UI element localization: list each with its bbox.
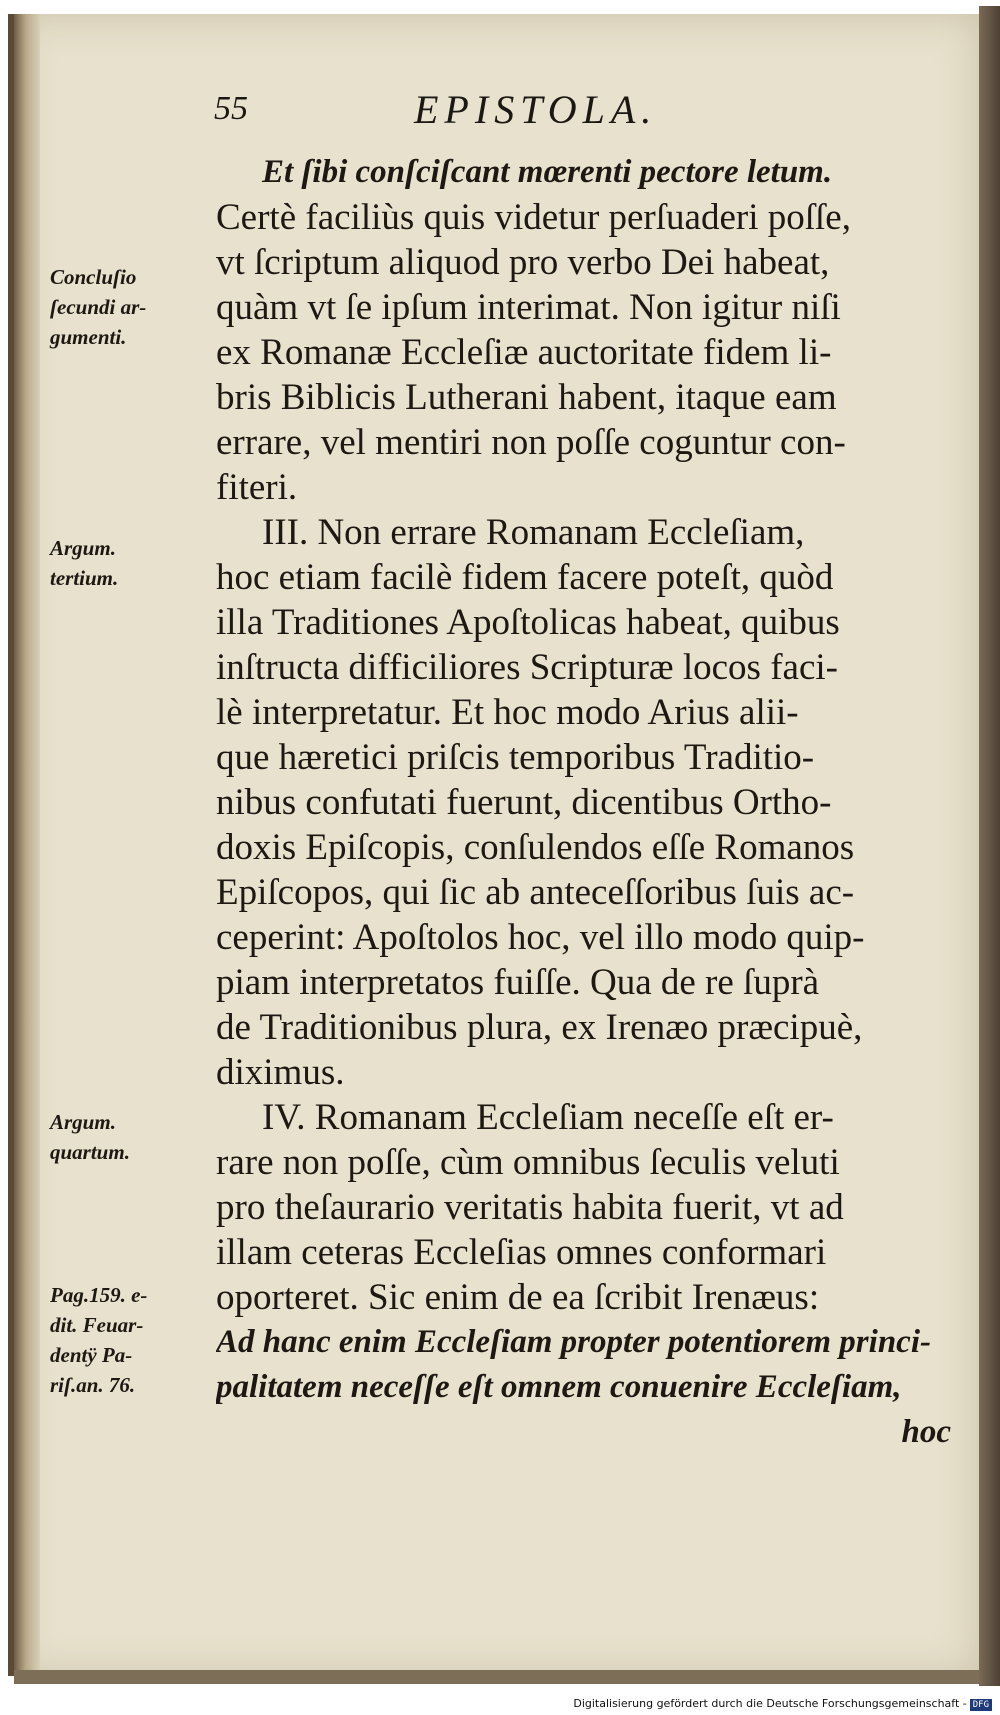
text-line: palitatem neceſſe eſt omnem conuenire Eccleſiam,	[216, 1369, 902, 1405]
text-line: errare, vel mentiri non poſſe coguntur con-	[216, 422, 846, 463]
page-edge-right	[979, 6, 1000, 1686]
marginal-line: Argum.	[50, 536, 116, 560]
text-line: quàm vt ſe ipſum interimat. Non igitur niſi	[216, 287, 841, 328]
page-number: 55	[214, 90, 248, 127]
text-line: Et ſibi conſciſcant mœrenti pectore letum.	[262, 154, 833, 190]
catchword: hoc	[901, 1414, 951, 1450]
text-line: que hæretici priſcis temporibus Traditio-	[216, 737, 815, 778]
text-line: piam interpretatos fuiſſe. Qua de re ſuprà	[216, 962, 820, 1003]
credit-text: Digitalisierung gefördert durch die Deutsche Forschungsgemeinschaft -	[573, 1697, 967, 1710]
marginal-line: Pag.159. e-	[50, 1283, 148, 1307]
text-line: hoc etiam facilè fidem facere poteſt, quòd	[216, 557, 834, 598]
marginal-note-argum-quartum	[50, 1107, 210, 1167]
dfg-logo-icon: DFG	[970, 1699, 992, 1711]
text-line: pro theſaurario veritatis habita fuerit, vt ad	[216, 1187, 844, 1228]
running-title: EPISTOLA.	[414, 87, 658, 132]
marginal-note-conclusio	[50, 262, 210, 352]
marginal-line: dentÿ Pa-	[50, 1343, 133, 1367]
text-line: bris Biblicis Lutherani habent, itaque eam	[216, 377, 837, 418]
digitization-credit	[573, 1697, 992, 1711]
book-spine	[14, 14, 40, 1676]
text-line: illam ceteras Eccleſias omnes conformari	[216, 1232, 827, 1273]
text-line: IV. Romanam Eccleſiam neceſſe eſt er-	[262, 1097, 834, 1138]
text-line: Certè faciliùs quis videtur perſuaderi poſſe,	[216, 197, 851, 238]
text-line: illa Traditiones Apoſtolicas habeat, quibus	[216, 602, 840, 643]
text-line: doxis Epiſcopis, conſulendos eſſe Romanos	[216, 827, 855, 868]
marginal-note-citation	[50, 1280, 210, 1400]
marginal-line: ſecundi ar-	[50, 295, 147, 319]
marginal-line: gumenti.	[50, 325, 127, 349]
text-line: fiteri.	[216, 467, 298, 508]
marginal-line: Argum.	[50, 1110, 116, 1134]
marginal-line: Concluſio	[50, 265, 137, 289]
marginal-line: dit. Feuar-	[50, 1313, 144, 1337]
text-line: Epiſcopos, qui ſic ab anteceſſoribus ſuis ac-	[216, 872, 855, 913]
text-line: III. Non errare Romanam Eccleſiam,	[262, 512, 805, 553]
text-line: lè interpretatur. Et hoc modo Arius alii-	[216, 692, 799, 733]
text-line: diximus.	[216, 1052, 345, 1093]
text-line: vt ſcriptum aliquod pro verbo Dei habeat,	[216, 242, 830, 283]
marginal-note-argum-tertium	[50, 533, 210, 593]
text-line: oporteret. Sic enim de ea ſcribit Irenæus:	[216, 1277, 820, 1318]
marginal-line: tertium.	[50, 566, 119, 590]
main-text	[216, 150, 951, 1455]
page-header	[214, 82, 734, 142]
text-line: Ad hanc enim Eccleſiam propter potentiorem princi-	[216, 1324, 931, 1360]
text-line: inſtructa difficiliores Scripturæ locos faci-	[216, 647, 838, 688]
text-line: ceperint: Apoſtolos hoc, vel illo modo quip-	[216, 917, 865, 958]
marginal-line: quartum.	[50, 1140, 130, 1164]
text-line: ex Romanæ Eccleſiæ auctoritate fidem li-	[216, 332, 832, 373]
page-edge-bottom	[14, 1670, 979, 1684]
marginal-line: riſ.an. 76.	[50, 1373, 136, 1397]
text-line: de Traditionibus plura, ex Irenæo præcipuè,	[216, 1007, 863, 1048]
text-line: rare non poſſe, cùm omnibus ſeculis veluti	[216, 1142, 840, 1183]
text-line: nibus confutati fuerunt, dicentibus Ortho-	[216, 782, 832, 823]
